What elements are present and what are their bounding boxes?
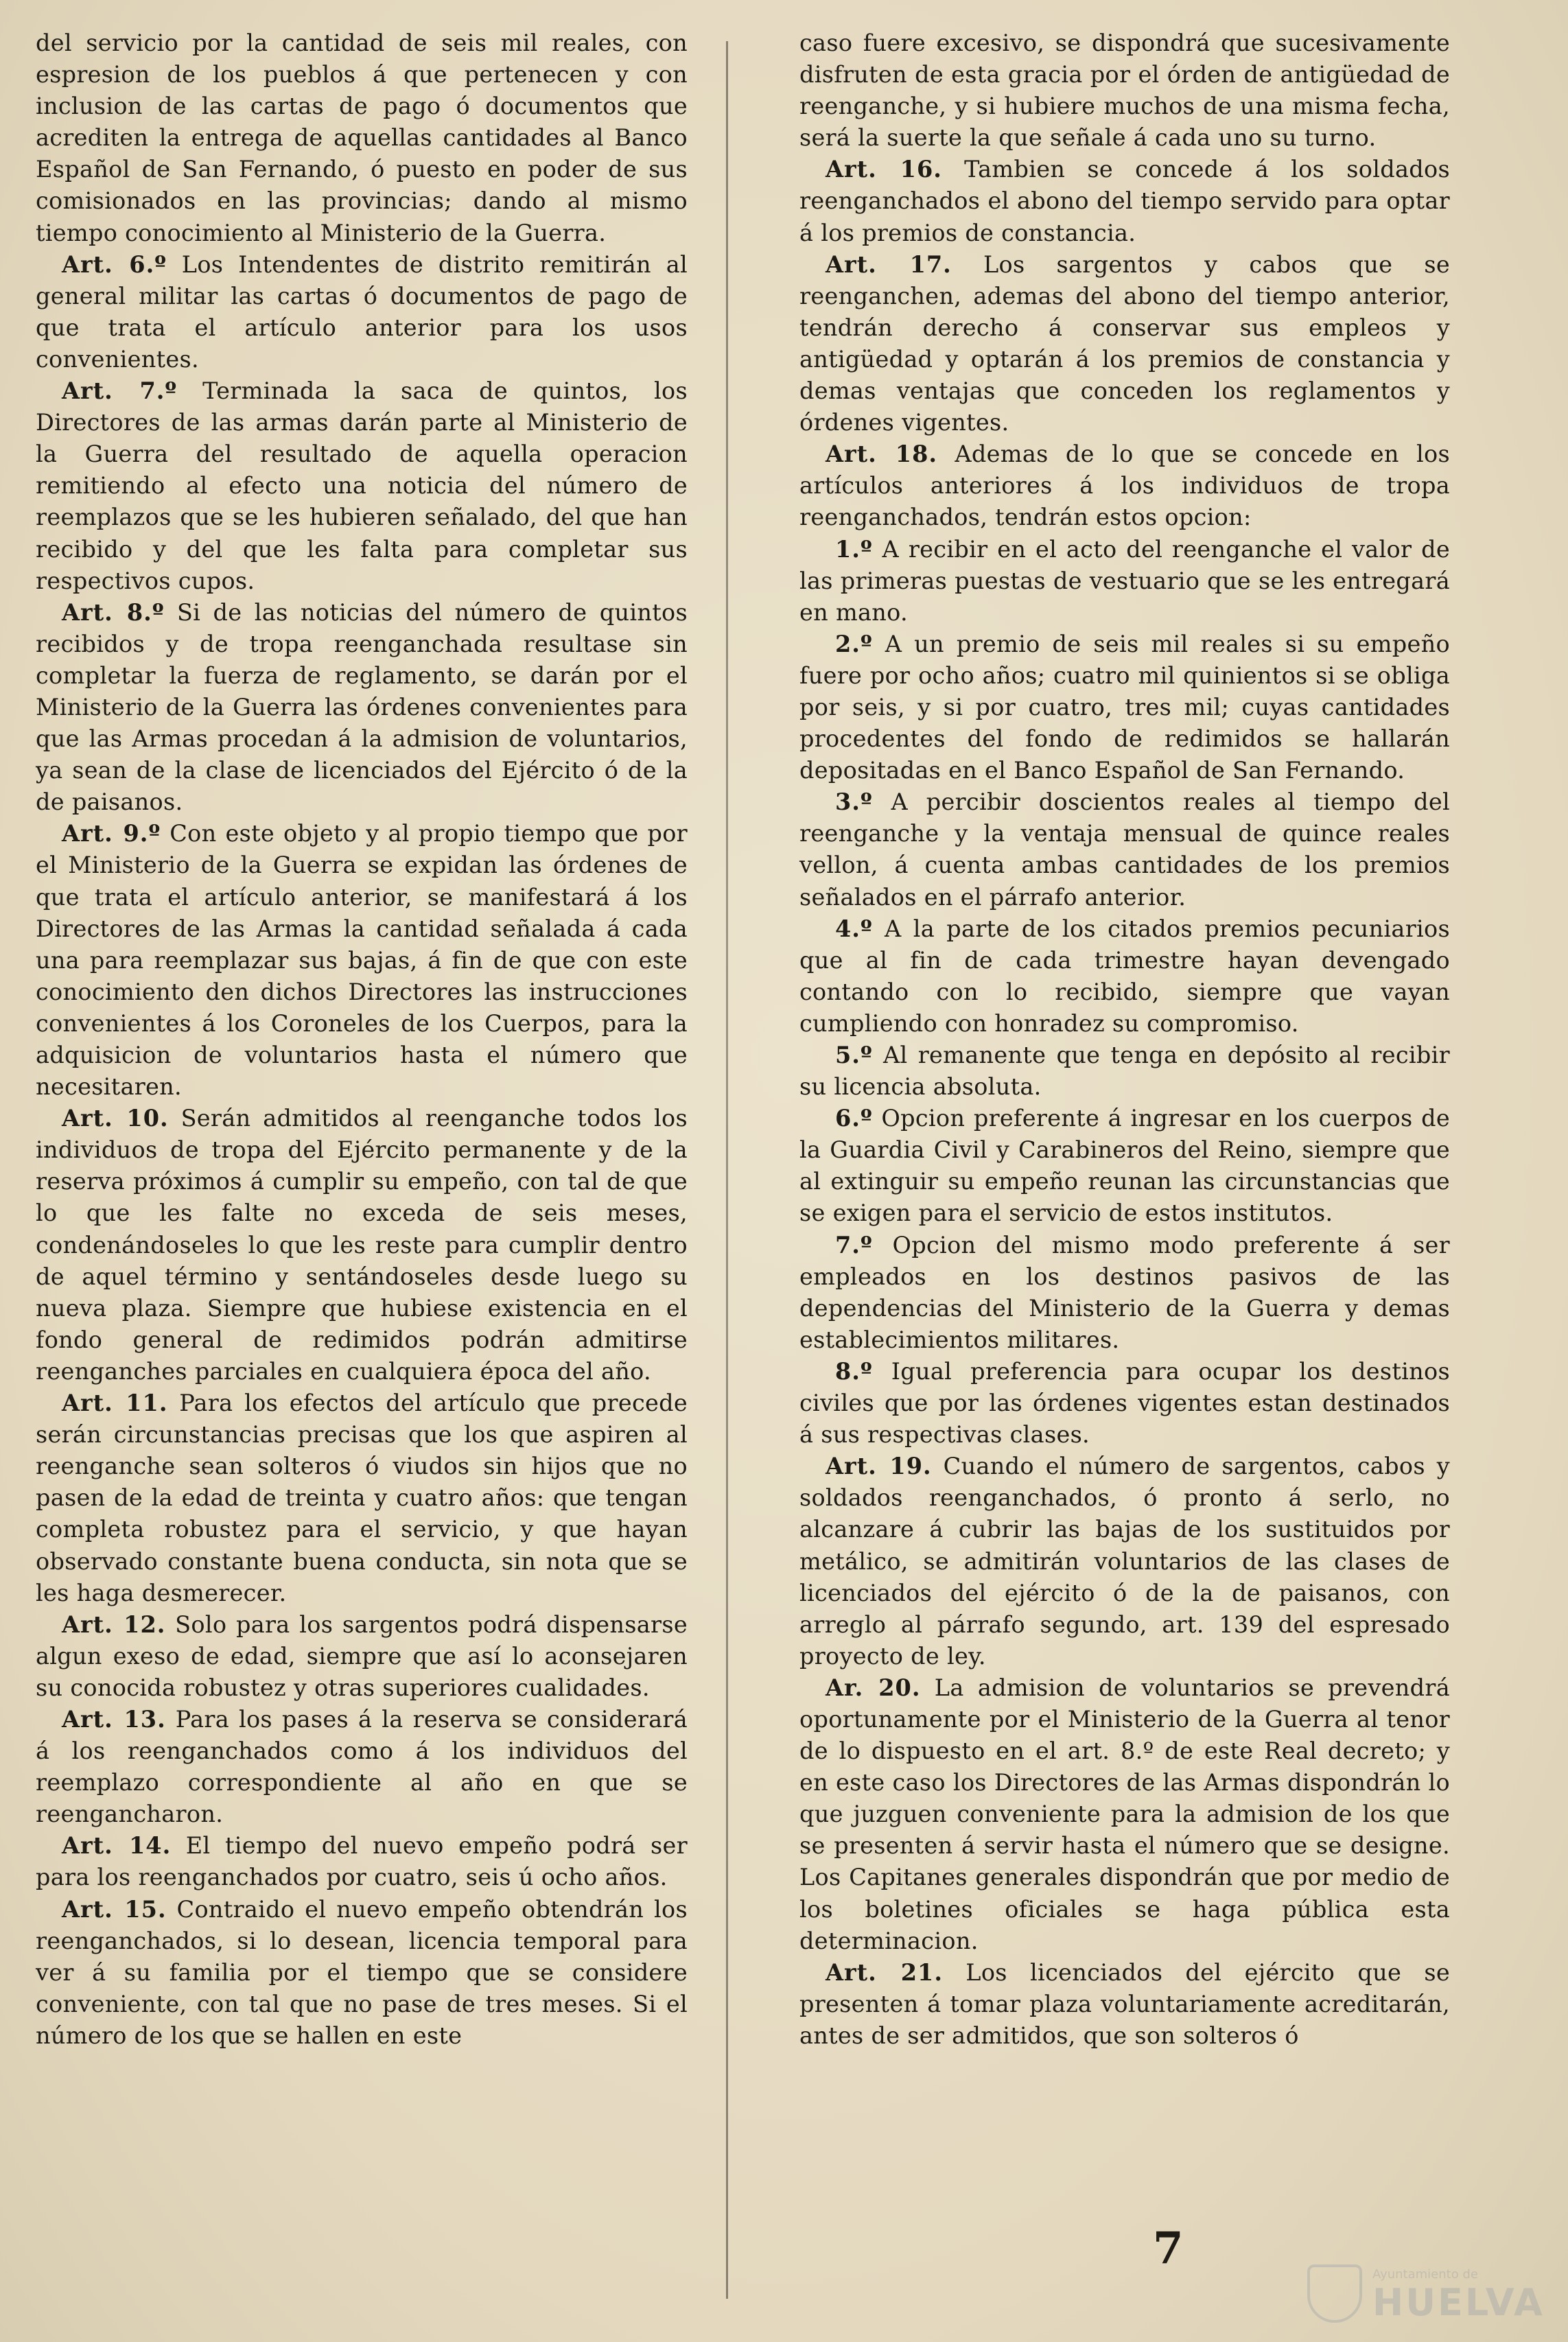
paragraph-text: del servicio por la cantidad de seis mil reales, con espresion de los pueblos á que pertenecen y con inclusion de las cartas de pago ó documentos que acrediten la entrega de aquellas cantidades al Banco Español de San Fernando, ó puesto en poder de sus comisionados en las provincias; dando al mismo tiempo conocimiento al Ministerio de la Guerra. bbox=[36, 30, 688, 246]
paragraph bbox=[799, 1103, 1450, 1229]
archive-watermark bbox=[1307, 2264, 1545, 2324]
article-label: Art. 6.º bbox=[62, 250, 167, 278]
article-label: Art. 17. bbox=[826, 250, 952, 278]
paragraph-text: Para los efectos del artículo que precede serán circunstancias precisas que los que aspiren al reenganche sean solteros ó viudos sin hijos que no pasen de la edad de treinta y cuatro años: que tengan completa robustez para el servicio, y que hayan observado constante buena conducta, sin nota que se les haga desmerecer. bbox=[36, 1390, 688, 1606]
watermark-name: HUELVA bbox=[1372, 2281, 1545, 2324]
article-label: Art. 10. bbox=[62, 1105, 169, 1132]
right-column bbox=[799, 27, 1450, 2052]
paragraph-text: Los sargentos y cabos que se reenganchen, ademas del abono del tiempo anterior, tendrán derecho á conservar sus empleos y antigüedad y optarán á los premios de constancia y demas ventajas que conceden los reglamentos y órdenes vigentes. bbox=[799, 250, 1450, 436]
paragraph-text: Al remanente que tenga en depósito al recibir su licencia absoluta. bbox=[799, 1042, 1450, 1101]
paragraph bbox=[799, 1957, 1450, 2052]
watermark-caption: Ayuntamiento de bbox=[1372, 2267, 1478, 2282]
article-label: Art. 8.º bbox=[62, 598, 165, 626]
paragraph-text: Contraido el nuevo empeño obtendrán los reenganchados, si lo desean, licencia temporal para ver á su familia por el tiempo que se considere conveniente, con tal que no pase de tres meses. Si el número de los que se hallen en este bbox=[36, 1895, 688, 2049]
article-label: Art. 19. bbox=[826, 1453, 932, 1480]
paragraph bbox=[36, 1830, 688, 1893]
paragraph-text: Solo para los sargentos podrá dispensarse algun exeso de edad, siempre que así lo aconsejaren su conocida robustez y otras superiores cualidades. bbox=[36, 1611, 688, 1701]
left-column bbox=[36, 27, 688, 2052]
paragraph-text: La admision de voluntarios se prevendrá oportunamente por el Ministerio de la Guerra al tenor de lo dispuesto en el art. 8.º de este Real decreto; y en este caso los Directores de las Armas dispondrán lo que juzguen conveniente para la admision de los que se presenten á servir hasta el número que se designe. Los Capitanes generales dispondrán que por medio de los boletines oficiales se haga pública esta determinacion. bbox=[799, 1674, 1450, 1954]
paragraph bbox=[799, 1356, 1450, 1451]
paragraph-text: Igual preferencia para ocupar los destinos civiles que por las órdenes vigentes estan destinados á sus respectivas clases. bbox=[799, 1357, 1450, 1449]
item-number: 4.º bbox=[835, 915, 873, 942]
article-label: Art. 15. bbox=[62, 1895, 167, 1923]
paragraph bbox=[36, 1704, 688, 1830]
paragraph-text: caso fuere excesivo, se dispondrá que sucesivamente disfruten de esta gracia por el órden de antigüedad de reenganche, y si hubiere muchos de una misma fecha, será la suerte la que señale á cada uno su turno. bbox=[799, 30, 1450, 152]
paragraph bbox=[799, 534, 1450, 629]
paragraph bbox=[799, 1230, 1450, 1356]
column-divider bbox=[726, 41, 728, 2299]
paragraph bbox=[36, 818, 688, 1103]
paragraph-text: Terminada la saca de quintos, los Directores de las armas darán parte al Ministerio de la Guerra del resultado de aquella operacion remitiendo al efecto una noticia del número de reemplazos que se les hubieren señalado, del que han recibido y del que les falta para completar sus respectivos cupos. bbox=[36, 377, 688, 594]
paragraph-text: Serán admitidos al reenganche todos los individuos de tropa del Ejército permanente y de la reserva próximos á cumplir su empeño, con tal de que lo que les falte no exceda de seis meses, condenándoseles lo que les reste para cumplir dentro de aquel término y sentándoseles desde luego su nueva plaza. Siempre que hubiese existencia en el fondo general de redimidos podrán admitirse reenganches parciales en cualquiera época del año. bbox=[36, 1105, 688, 1385]
paragraph bbox=[36, 1103, 688, 1387]
paragraph bbox=[36, 597, 688, 819]
item-number: 6.º bbox=[835, 1105, 873, 1132]
paragraph bbox=[799, 249, 1450, 439]
paragraph-text: Tambien se concede á los soldados reenganchados el abono del tiempo servido para optar á los premios de constancia. bbox=[799, 156, 1450, 246]
article-label: Art. 7.º bbox=[62, 377, 178, 405]
paragraph bbox=[36, 1609, 688, 1704]
paragraph-text: Cuando el número de sargentos, cabos y soldados reenganchados, ó pronto á serlo, no alcanzare á cubrir las bajas de los sustituidos por metálico, se admitirán voluntarios de las clases de licenciados del ejército ó de la de paisanos, con arreglo al párrafo segundo, art. 139 del espresado proyecto de ley. bbox=[799, 1453, 1450, 1670]
paragraph-text: Con este objeto y al propio tiempo que por el Ministerio de la Guerra se expidan las órdenes de que trata el artículo anterior, se manifestará á los Directores de las Armas la cantidad señalada á cada una para reemplazar sus bajas, á fin de que con este conocimiento den dichos Directores las instrucciones convenientes á los Coroneles de los Cuerpos, para la adquisicion de voluntarios hasta el número que necesitaren. bbox=[36, 820, 688, 1101]
paragraph-text: A un premio de seis mil reales si su empeño fuere por ocho años; cuatro mil quinientos si se obliga por seis, y si por cuatro, tres mil; cuyas cantidades procedentes del fondo de redimidos se hallarán depositadas en el Banco Español de San Fernando. bbox=[799, 630, 1450, 784]
paragraph bbox=[36, 1894, 688, 2052]
paragraph-text: Los licenciados del ejército que se presenten á tomar plaza voluntariamente acreditarán, antes de ser admitidos, que son solteros ó bbox=[799, 1958, 1450, 2049]
paragraph-text: A percibir doscientos reales al tiempo del reenganche y la ventaja mensual de quince reales vellon, á cuenta ambas cantidades de los premios señalados en el párrafo anterior. bbox=[799, 788, 1450, 911]
item-number: 8.º bbox=[835, 1357, 873, 1385]
article-label: Art. 12. bbox=[62, 1611, 166, 1638]
paragraph-text: A recibir en el acto del reenganche el valor de las primeras puestas de vestuario que se les entregará en mano. bbox=[799, 535, 1451, 626]
article-label: Art. 14. bbox=[62, 1832, 172, 1860]
paragraph bbox=[799, 913, 1450, 1040]
paragraph bbox=[36, 27, 688, 249]
article-label: Art. 11. bbox=[62, 1390, 168, 1417]
paragraph bbox=[36, 1387, 688, 1609]
article-label: Art. 18. bbox=[826, 441, 938, 468]
paragraph-text: Los Intendentes de distrito remitirán al general militar las cartas ó documentos de pago de que trata el artículo anterior para los usos convenientes. bbox=[36, 250, 688, 373]
paragraph-text: Opcion del mismo modo preferente á ser empleados en los destinos pasivos de las dependencias del Ministerio de la Guerra y demas establecimientos militares. bbox=[799, 1231, 1450, 1353]
item-number: 7.º bbox=[835, 1231, 873, 1258]
paragraph-text: Ademas de lo que se concede en los artículos anteriores á los individuos de tropa reenganchados, tendrán estos opcion: bbox=[799, 441, 1450, 531]
paragraph bbox=[36, 375, 688, 597]
paragraph bbox=[799, 629, 1450, 786]
shield-icon bbox=[1307, 2264, 1362, 2323]
paragraph bbox=[799, 438, 1450, 533]
paragraph-text: Opcion preferente á ingresar en los cuerpos de la Guardia Civil y Carabineros del Reino, siempre que al extinguir su empeño reunan las circunstancias que se exigen para el servicio de estos institutos. bbox=[799, 1105, 1450, 1227]
item-number: 5.º bbox=[835, 1042, 873, 1068]
paragraph bbox=[799, 1040, 1450, 1103]
paragraph bbox=[799, 27, 1450, 154]
paragraph bbox=[36, 249, 688, 375]
paragraph bbox=[799, 1451, 1450, 1672]
article-label: Art. 21. bbox=[826, 1958, 944, 1986]
paragraph bbox=[799, 154, 1450, 248]
paragraph bbox=[799, 786, 1450, 913]
item-number: 3.º bbox=[835, 788, 873, 816]
article-label: Ar. 20. bbox=[826, 1674, 921, 1701]
paragraph bbox=[799, 1672, 1450, 1957]
article-label: Art. 9.º bbox=[62, 820, 161, 847]
item-number: 1.º bbox=[835, 535, 873, 563]
paragraph-text: El tiempo del nuevo empeño podrá ser para los reenganchados por cuatro, seis ú ocho años. bbox=[36, 1832, 688, 1891]
item-number: 2.º bbox=[835, 630, 873, 657]
article-label: Art. 16. bbox=[826, 156, 942, 183]
article-label: Art. 13. bbox=[62, 1705, 166, 1733]
page-number: 7 bbox=[1153, 2223, 1184, 2274]
paragraph-text: A la parte de los citados premios pecuniarios que al fin de cada trimestre hayan devengado contando con lo recibido, siempre que vayan cumpliendo con honradez su compromiso. bbox=[799, 915, 1450, 1037]
paragraph-text: Si de las noticias del número de quintos recibidos y de tropa reenganchada resultase sin completar la fuerza de reglamento, se darán por el Ministerio de la Guerra las órdenes convenientes para que las Armas procedan á la admision de voluntarios, ya sean de la clase de licenciados del Ejército ó de la de paisanos. bbox=[36, 598, 688, 816]
paragraph-text: Para los pases á la reserva se considerará á los reenganchados como á los individuos del reemplazo correspondiente al año en que se reengancharon. bbox=[36, 1705, 688, 1828]
